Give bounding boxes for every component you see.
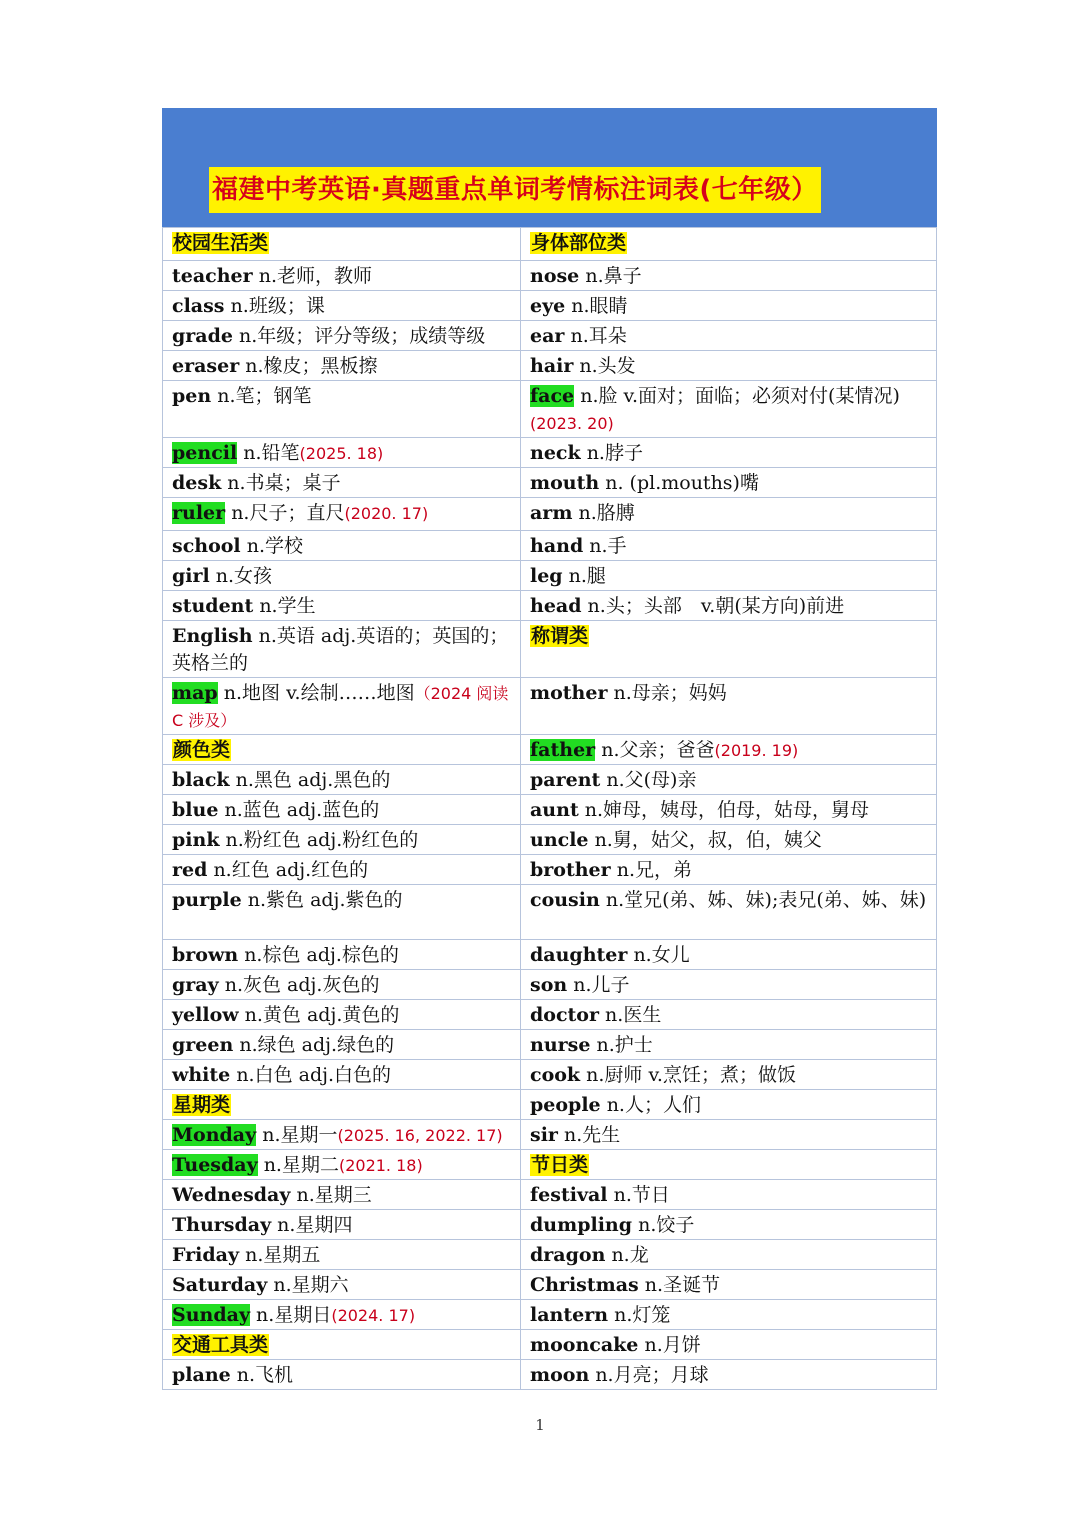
definition: n.紫色 adj.紫色的 — [247, 889, 403, 911]
table-cell — [521, 735, 937, 765]
definition: n.星期三 — [296, 1184, 372, 1206]
english-word: people — [530, 1094, 601, 1116]
definition: n.学生 — [259, 595, 316, 617]
definition: n.人；人们 — [606, 1094, 701, 1116]
table-cell — [163, 940, 521, 970]
english-word: brown — [172, 944, 239, 966]
definition: n.书桌；桌子 — [227, 472, 341, 494]
definition: n.班级；课 — [230, 295, 325, 317]
english-word: yellow — [172, 1004, 239, 1026]
definition: n.灯笼 — [614, 1304, 671, 1326]
table-cell — [163, 735, 521, 765]
table-cell — [521, 468, 937, 498]
exam-note: (2025. 16, 2022. 17) — [337, 1126, 503, 1145]
definition: n.老师，教师 — [258, 265, 372, 287]
definition: n.星期六 — [273, 1274, 349, 1296]
table-row — [163, 498, 937, 531]
definition: n.星期日 — [256, 1304, 332, 1326]
definition: n.绿色 adj.绿色的 — [239, 1034, 395, 1056]
table-cell — [163, 1090, 521, 1120]
definition: n.眼睛 — [571, 295, 628, 317]
english-word: eye — [530, 295, 566, 317]
definition: n.月亮；月球 — [595, 1364, 709, 1386]
definition: n.儿子 — [573, 974, 630, 996]
table-cell — [163, 825, 521, 855]
definition: n.星期二 — [263, 1154, 339, 1176]
table-cell — [163, 970, 521, 1000]
english-word: teacher — [172, 265, 253, 287]
english-word: nose — [530, 265, 580, 287]
definition: n.月饼 — [644, 1334, 701, 1356]
english-word: mooncake — [530, 1334, 639, 1356]
english-word: mother — [530, 682, 608, 704]
english-word: uncle — [530, 829, 589, 851]
definition: n.橡皮；黑板擦 — [245, 355, 378, 377]
table-cell — [163, 291, 521, 321]
category-heading: 校园生活类 — [173, 232, 269, 254]
table-cell — [163, 1030, 521, 1060]
definition: n.厨师 v.烹饪；煮；做饭 — [586, 1064, 796, 1086]
category-heading: 节日类 — [531, 1154, 589, 1176]
table-cell — [521, 1090, 937, 1120]
table-row — [163, 1090, 937, 1120]
definition: n.棕色 adj.棕色的 — [244, 944, 399, 966]
english-word: white — [172, 1064, 231, 1086]
table-cell — [163, 621, 521, 678]
table-row — [163, 531, 937, 561]
table-cell — [163, 591, 521, 621]
page-title: 福建中考英语·真题重点单词考情标注词表(七年级） — [209, 167, 821, 213]
category-heading: 交通工具类 — [173, 1334, 269, 1356]
english-word: Tuesday — [172, 1154, 258, 1176]
table-cell — [521, 1000, 937, 1030]
vocabulary-table — [162, 227, 937, 1390]
definition: n.白色 adj.白色的 — [236, 1064, 392, 1086]
table-row — [163, 621, 937, 678]
exam-note: (2023. 20) — [530, 414, 614, 433]
table-cell — [521, 1120, 937, 1150]
category-heading: 称谓类 — [531, 625, 589, 647]
exam-note: (2019. 19) — [714, 741, 799, 760]
table-cell — [521, 561, 937, 591]
table-cell — [521, 1240, 937, 1270]
table-row — [163, 1300, 937, 1330]
table-cell — [163, 561, 521, 591]
english-word: red — [172, 859, 208, 881]
table-cell — [521, 321, 937, 351]
definition: n.父(母)亲 — [606, 769, 697, 791]
table-cell — [521, 531, 937, 561]
english-word: arm — [530, 502, 573, 524]
table-cell — [521, 970, 937, 1000]
english-word: map — [172, 682, 218, 704]
table-cell — [521, 1210, 937, 1240]
table-row — [163, 1150, 937, 1180]
table-cell — [163, 531, 521, 561]
english-word: ruler — [172, 502, 226, 524]
table-cell — [521, 855, 937, 885]
definition: n.女孩 — [215, 565, 273, 587]
english-word: English — [172, 625, 253, 647]
table-cell — [521, 261, 937, 291]
table-row — [163, 735, 937, 765]
english-word: daughter — [530, 944, 628, 966]
english-word: plane — [172, 1364, 231, 1386]
category-heading: 身体部位类 — [531, 232, 627, 254]
english-word: school — [172, 535, 241, 557]
english-word: hand — [530, 535, 584, 557]
table-cell — [163, 885, 521, 940]
table-row — [163, 855, 937, 885]
table-row — [163, 1030, 937, 1060]
table-cell — [163, 1180, 521, 1210]
definition: n.龙 — [611, 1244, 649, 1266]
definition: n.婶母，姨母，伯母，姑母，舅母 — [584, 799, 870, 821]
english-word: green — [172, 1034, 234, 1056]
table-cell — [521, 1360, 937, 1390]
definition: n.女儿 — [633, 944, 690, 966]
definition: n.地图 v.绘制……地图 — [223, 682, 415, 704]
table-cell — [163, 1150, 521, 1180]
english-word: student — [172, 595, 254, 617]
english-word: son — [530, 974, 568, 996]
table-cell — [163, 1060, 521, 1090]
table-row — [163, 438, 937, 468]
table-cell — [521, 1270, 937, 1300]
definition: n.圣诞节 — [644, 1274, 721, 1296]
definition: n.黑色 adj.黑色的 — [235, 769, 391, 791]
definition: n.胳膊 — [578, 502, 635, 524]
table-cell — [163, 1000, 521, 1030]
english-word: lantern — [530, 1304, 609, 1326]
table-cell — [163, 1330, 521, 1360]
table-cell — [163, 438, 521, 468]
table-row — [163, 1270, 937, 1300]
definition: n.堂兄(弟、姊、妹);表兄(弟、姊、妹) — [605, 889, 927, 911]
english-word: mouth — [530, 472, 600, 494]
definition: n.铅笔 — [243, 442, 300, 464]
table-cell — [163, 468, 521, 498]
english-word: pink — [172, 829, 220, 851]
table-cell — [163, 1270, 521, 1300]
definition: n.手 — [589, 535, 627, 557]
table-row — [163, 1240, 937, 1270]
english-word: blue — [172, 799, 219, 821]
table-cell — [521, 438, 937, 468]
definition: n.年级；评分等级；成绩等级 — [239, 325, 486, 347]
english-word: moon — [530, 1364, 590, 1386]
table-cell — [163, 351, 521, 381]
table-row — [163, 1330, 937, 1360]
definition: n.蓝色 adj.蓝色的 — [224, 799, 380, 821]
table-row — [163, 940, 937, 970]
table-row — [163, 1360, 937, 1390]
table-cell — [521, 795, 937, 825]
english-word: aunt — [530, 799, 579, 821]
table-row — [163, 1120, 937, 1150]
definition: n.饺子 — [638, 1214, 695, 1236]
english-word: ear — [530, 325, 565, 347]
table-cell — [521, 1060, 937, 1090]
english-word: neck — [530, 442, 581, 464]
english-word: grade — [172, 325, 233, 347]
definition: n.星期五 — [245, 1244, 321, 1266]
table-cell — [521, 1330, 937, 1360]
english-word: brother — [530, 859, 611, 881]
english-word: pen — [172, 385, 212, 407]
table-row — [163, 970, 937, 1000]
english-word: dragon — [530, 1244, 606, 1266]
definition: n.脖子 — [586, 442, 643, 464]
english-word: Sunday — [172, 1304, 250, 1326]
definition: n.护士 — [596, 1034, 653, 1056]
table-row — [163, 825, 937, 855]
english-word: purple — [172, 889, 242, 911]
english-word: class — [172, 295, 225, 317]
table-cell — [521, 621, 937, 678]
definition: n.英语 adj.英语的；英国的；英格兰的 — [172, 625, 509, 674]
table-cell — [521, 885, 937, 940]
definition: n.头；头部 v.朝(某方向)前进 — [587, 595, 845, 617]
table-cell — [163, 321, 521, 351]
definition: n.脸 v.面对；面临；必须对付(某情况) — [580, 385, 900, 407]
definition: n.医生 — [605, 1004, 662, 1026]
table-cell — [163, 1120, 521, 1150]
english-word: doctor — [530, 1004, 599, 1026]
table-row — [163, 291, 937, 321]
definition: n.兄，弟 — [616, 859, 692, 881]
header-band — [162, 108, 937, 227]
definition: n.鼻子 — [585, 265, 642, 287]
table-cell — [521, 678, 937, 735]
table-row — [163, 228, 937, 261]
english-word: Wednesday — [172, 1184, 291, 1206]
table-row — [163, 1000, 937, 1030]
definition: n.灰色 adj.灰色的 — [224, 974, 380, 996]
table-cell — [163, 1240, 521, 1270]
table-row — [163, 678, 937, 735]
definition: n. (pl.mouths)嘴 — [605, 472, 759, 494]
english-word: Friday — [172, 1244, 240, 1266]
english-word: Thursday — [172, 1214, 272, 1236]
table-cell — [521, 1300, 937, 1330]
definition: n.红色 adj.红色的 — [213, 859, 369, 881]
definition: n.尺子；直尺 — [231, 502, 345, 524]
exam-note: （2024 阅读 C 涉及） — [172, 684, 509, 730]
table-cell — [163, 1210, 521, 1240]
definition: n.母亲；妈妈 — [613, 682, 727, 704]
definition: n.腿 — [568, 565, 606, 587]
definition: n.学校 — [246, 535, 303, 557]
table-cell — [521, 498, 937, 531]
table-cell — [521, 1030, 937, 1060]
english-word: dumpling — [530, 1214, 633, 1236]
definition: n.飞机 — [236, 1364, 294, 1386]
definition: n.笔；钢笔 — [217, 385, 312, 407]
table-cell — [163, 381, 521, 438]
english-word: leg — [530, 565, 563, 587]
category-heading: 颜色类 — [173, 739, 231, 761]
table-cell — [521, 1150, 937, 1180]
table-cell — [163, 678, 521, 735]
definition: n.头发 — [579, 355, 636, 377]
definition: n.先生 — [563, 1124, 621, 1146]
english-word: cook — [530, 1064, 581, 1086]
table-row — [163, 885, 937, 940]
english-word: father — [530, 739, 596, 761]
definition: n.耳朵 — [570, 325, 627, 347]
document-page — [162, 108, 937, 1390]
english-word: sir — [530, 1124, 558, 1146]
english-word: desk — [172, 472, 222, 494]
definition: n.舅，姑父，叔，伯，姨父 — [594, 829, 822, 851]
english-word: girl — [172, 565, 210, 587]
table-row — [163, 351, 937, 381]
table-cell — [163, 498, 521, 531]
definition: n.星期四 — [277, 1214, 353, 1236]
english-word: head — [530, 595, 582, 617]
exam-note: (2021. 18) — [338, 1156, 423, 1175]
table-cell — [521, 381, 937, 438]
table-row — [163, 1180, 937, 1210]
table-row — [163, 765, 937, 795]
category-heading: 星期类 — [173, 1094, 231, 1116]
table-cell — [163, 855, 521, 885]
table-cell — [521, 825, 937, 855]
table-cell — [521, 351, 937, 381]
english-word: Monday — [172, 1124, 257, 1146]
english-word: hair — [530, 355, 574, 377]
english-word: cousin — [530, 889, 600, 911]
english-word: festival — [530, 1184, 608, 1206]
table-cell — [163, 1360, 521, 1390]
exam-note: (2020. 17) — [344, 504, 429, 523]
table-cell — [163, 795, 521, 825]
table-row — [163, 261, 937, 291]
table-cell — [163, 765, 521, 795]
exam-note: (2025. 18) — [299, 444, 384, 463]
english-word: gray — [172, 974, 219, 996]
english-word: parent — [530, 769, 601, 791]
english-word: black — [172, 769, 230, 791]
table-cell — [521, 591, 937, 621]
english-word: Saturday — [172, 1274, 268, 1296]
table-cell — [521, 228, 937, 261]
table-cell — [521, 1180, 937, 1210]
english-word: eraser — [172, 355, 240, 377]
table-cell — [521, 765, 937, 795]
english-word: nurse — [530, 1034, 591, 1056]
definition: n.黄色 adj.黄色的 — [244, 1004, 400, 1026]
definition: n.父亲；爸爸 — [601, 739, 715, 761]
definition: n.星期一 — [262, 1124, 338, 1146]
definition: n.粉红色 adj.粉红色的 — [225, 829, 419, 851]
table-row — [163, 468, 937, 498]
table-cell — [163, 1300, 521, 1330]
table-cell — [163, 261, 521, 291]
table-row — [163, 381, 937, 438]
english-word: face — [530, 385, 575, 407]
table-cell — [521, 940, 937, 970]
table-cell — [521, 291, 937, 321]
english-word: Christmas — [530, 1274, 639, 1296]
table-row — [163, 1060, 937, 1090]
table-row — [163, 561, 937, 591]
table-row — [163, 795, 937, 825]
english-word: pencil — [172, 442, 238, 464]
table-cell — [163, 228, 521, 261]
table-row — [163, 1210, 937, 1240]
definition: n.节日 — [613, 1184, 670, 1206]
page-number: 1 — [535, 1416, 545, 1434]
table-row — [163, 321, 937, 351]
table-row — [163, 591, 937, 621]
exam-note: (2024. 17) — [331, 1306, 416, 1325]
